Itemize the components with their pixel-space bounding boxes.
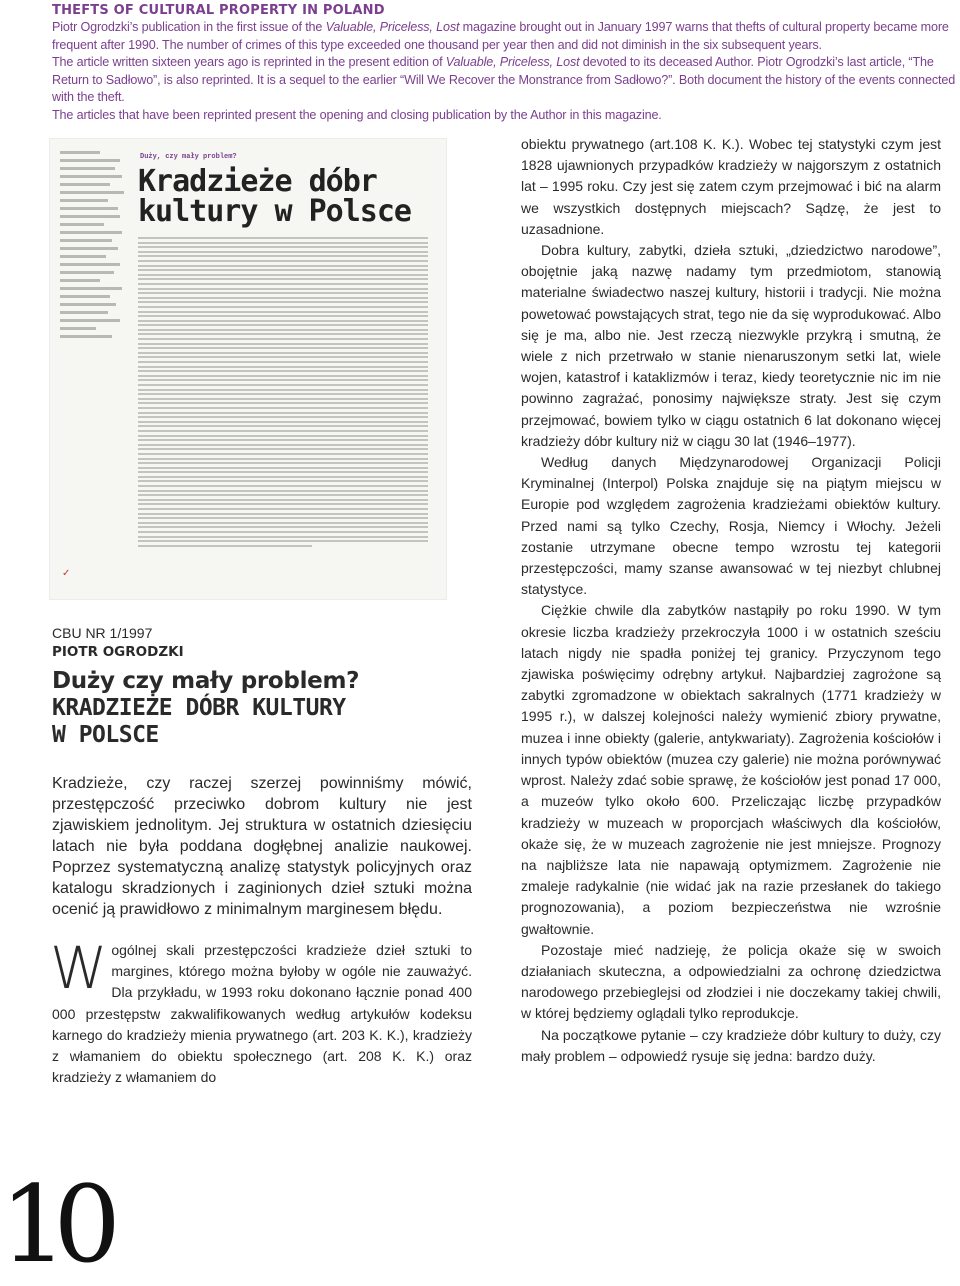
header-p2-italic: Valuable, Priceless, Lost — [445, 55, 580, 69]
body-paragraph-1: ogólnej skali przestępczości kradzieże dzieł sztuki to margines, którego można byłoby w ogóle nie zauważyć. Dla przykładu, w 1993 roku dokonano łącznie ponad 400 000 przestępstw zakwalifikowanych według artykułów kodeksu karnego do kradzieży mienia prywatnego (art. 203 K. K.), kradzieży z włamaniem do obiektu społecznego (art. 208 K. K.) oraz kradzieży z włamaniem do — [52, 942, 472, 1086]
header-p1-text-a: Piotr Ogrodzki’s publication in the first issue of the — [52, 20, 326, 34]
header-paragraph-1 — [52, 19, 960, 54]
thumbnail-body-lines — [138, 237, 428, 549]
header-paragraph-3: The articles that have been reprinted present the opening and closing publication by the Author in this magazine. — [52, 107, 662, 122]
article-body-start — [50, 934, 472, 1088]
article-title-line-1: Duży czy mały problem? — [52, 668, 360, 694]
drop-cap: W — [50, 934, 108, 1002]
article-lead: Kradzieże, czy raczej szerzej powinniśmy mówić, przestępczość przeciwko dobrom kultury nie jest zjawiskiem jednolitym. Jej struktura w ostatnich dziesięciu latach nie była poddana dogłębnej analizie naukowej. Poprzez systematyczną analizę statystyk policyjnych oraz katalogu skradzionych i zaginionych dzieł sztuki można ocenić ją prawidłowo z minimalnym marginesem błędu. — [52, 775, 472, 918]
body-paragraph-7: Na początkowe pytanie – czy kradzieże dóbr kultury to duży, czy mały problem – odpowiedź rysuje się jedna: bardzo duży. — [521, 1026, 941, 1064]
header-p2-text-b: devoted to its deceased Author. Piotr Ogrodzki’s last article, “The Return to Sadłowo”, is also reprinted. It is a sequel to the earlier “Will We Recover the Monstrance from Sadłowo?”. Both document the history of the events connected with the theft. — [52, 55, 956, 104]
header-title: THEFTS OF CULTURAL PROPERTY IN POLAND — [52, 3, 385, 18]
body-paragraph-4: Według danych Międzynarodowej Organizacji Policji Kryminalnej (Interpol) Polska znajduje się na piątym miejscu w Europie pod względem zagrożenia kradzieżami obiektów kultury. Przed nami są tylko Czechy, Rosja, Niemcy i Włochy. Jeżeli zostanie utrzymane obecne tempo wzrostu tej kategorii przestępczości, mamy szanse awansować w tej niezbyt chlubnej statystyce. — [521, 454, 941, 598]
thumbnail-kicker: Duży, czy mały problem? — [140, 153, 237, 161]
thumbnail-sidebar-lines — [60, 151, 128, 343]
header-paragraph-2 — [52, 54, 960, 107]
header-note — [52, 2, 960, 124]
author-name: PIOTR OGRODZKI — [52, 644, 184, 660]
body-paragraph-3: Dobra kultury, zabytki, dzieła sztuki, „dziedzictwo narodowe”, obojętnie jaką nazwę nadamy tym przedmiotom, stanowią materialne świadectwo naszej kultury, historii i tradycji. Nie można powetować powstających strat, tego nie da się wyprodukować. Albo się je ma, albo nie. Jest rzeczą niezwykle przykrą i smutną, że wiele z nich przetrwało w stanie nienaruszonym setki lat, wiele wojen, katastrof i kataklizmów i teraz, kiedy teoretycznie nic im nie powinno zagrażać, ponosimy największe straty. Jest się czym przejmować, bowiem tylko w ciągu ostatnich 6 lat dokonano więcej kradzieży dóbr kultury niż w ciągu 30 lat (1946–1977). — [521, 242, 941, 449]
header-p1-text-b: magazine brought out in January 1997 warns that thefts of cultural property became more frequent after 1990. The number of crimes of this type exceeded one thousand per year then and did not diminish in the six subsequent years. — [52, 20, 949, 52]
article-title-line-2: KRADZIEŻE DÓBR KULTURY — [52, 695, 346, 721]
article-right-column — [521, 134, 941, 1067]
article-title — [52, 668, 472, 749]
header-p2-text-a: The article written sixteen years ago is reprinted in the present edition of — [52, 55, 446, 69]
article-title-line-3: W POLSCE — [52, 722, 159, 748]
body-paragraph-6: Pozostaje mieć nadzieję, że policja okaże się w swoich działaniach skuteczna, a odpowiedzialni za ochronę dziedzictwa narodowego przebieglejsi od złodziei i nie doczekamy takiej chwili, w której będziemy oglądali tylko reprodukcje. — [521, 941, 941, 1022]
original-page-thumbnail — [49, 138, 447, 600]
issue-label: CBU NR 1/1997 — [52, 625, 153, 641]
header-p1-italic: Valuable, Priceless, Lost — [325, 20, 460, 34]
article-left-column — [52, 624, 472, 1088]
thumbnail-logo-mark-icon: ✓ — [62, 568, 71, 579]
body-paragraph-5: Ciężkie chwile dla zabytków nastąpiły po roku 1990. W tym okresie liczba kradzieży przekroczyła 1000 i w ostatnich sześciu latach nigdy nie spadła poniżej tej granicy. Przyczynom tego zjawiska poświęcimy odrębny artykuł. Najbardziej zagrożone są zabytki zgromadzone w obiektach sakralnych (1771 kradzieży w 1995 r.), w dalszej kolejności należy wymienić zbiory prywatne, muzea i inne obiekty (galerie, antykwariaty). Zagrożenia kościołów i innych typów obiektów (muzea czy galerie) nie można porównywać wprost. Należy zdać sobie sprawę, że kościołów jest ponad 17 000, a muzeów tylko około 600. Przeliczając liczbę przypadków kradzieży w muzeach w proporcjach właściwych dla kościołów, okaże się, że w muzeach zagrożenie nie jest mniejsze. Prognozy na najbliższe lata nie napawają optymizmem. Zagrożenie nie zmaleje radykalnie (nie widać jak na razie przesłanek do takiego prognozowania), a poziom bezpieczeństwa nie wzrośnie gwałtownie. — [521, 602, 941, 937]
thumbnail-title: Kradzieże dóbr kultury w Polsce — [138, 164, 411, 229]
body-paragraph-2: obiektu prywatnego (art.108 K. K.). Wobec tej statystyki czym jest 1828 ujawnionych przypadków kradzieży w najgorszym z ostatnich lat – 1995 roku. Czy jest się zatem czym przejmować i bić na alarm we wszystkich dostępnych miejscach? Sądzę, że jest to uzasadnione. — [521, 136, 941, 237]
page-number: 10 — [0, 1163, 107, 1286]
